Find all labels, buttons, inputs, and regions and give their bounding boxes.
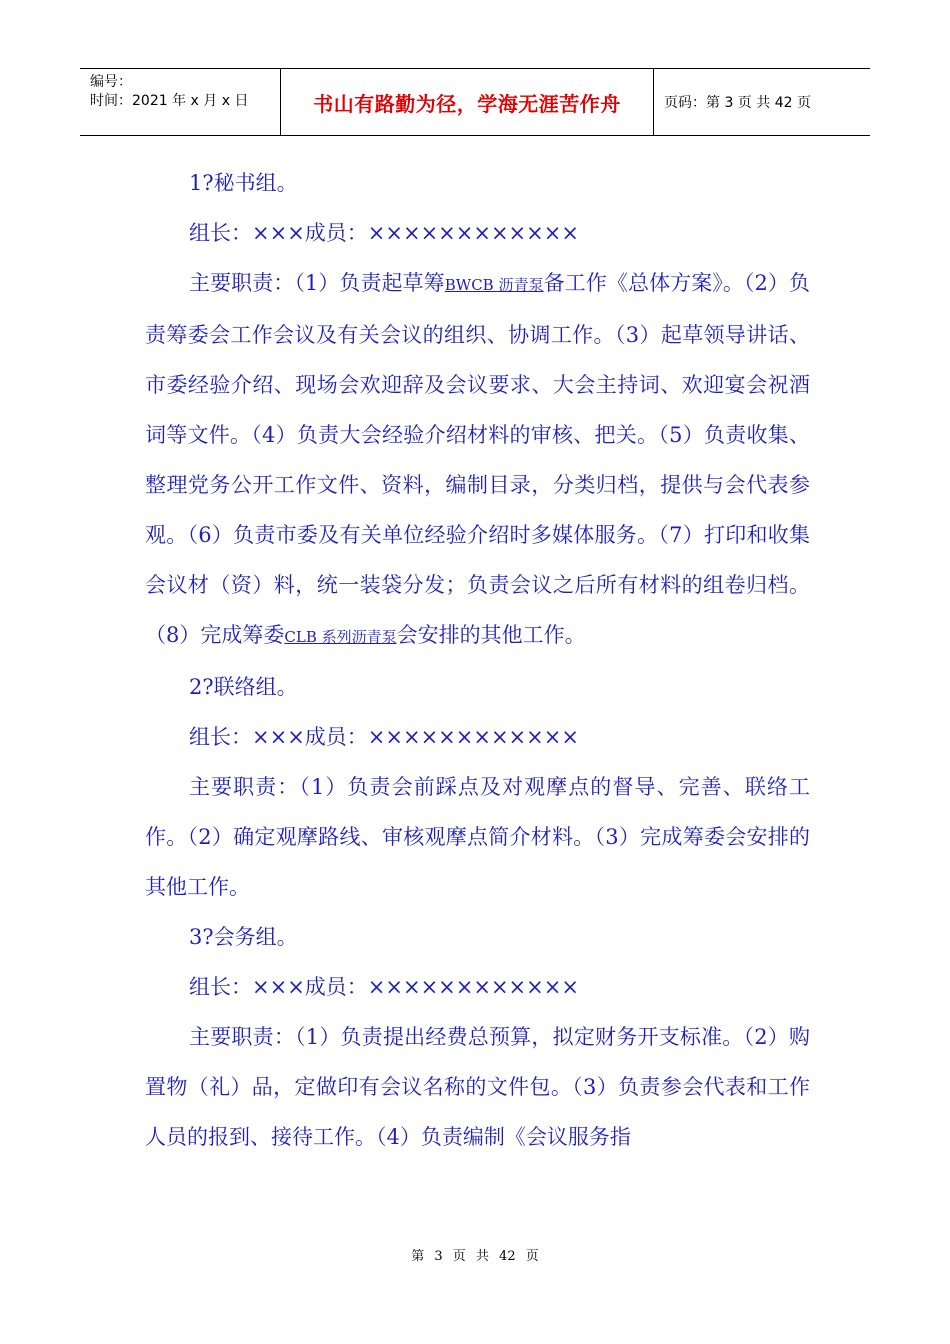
page-footer: 第 3 页 共 42 页 — [411, 1249, 539, 1264]
affairs-members: 组长：×××成员：×××××××××××× — [189, 975, 579, 999]
liaison-duties: 主要职责：（1）负责会前踩点及对观摩点的督导、完善、联络工作。（2）确定观摩路线、审核观摩点简介材料。（3）完成筹委会安排的其他工作。 — [145, 775, 810, 899]
liaison-members: 组长：×××成员：×××××××××××× — [189, 725, 579, 749]
section-title-secretary: 1?秘书组。 — [189, 171, 298, 195]
secretary-duties — [145, 258, 810, 662]
number-label: 编号： — [90, 74, 132, 90]
secretary-duties-text-a: 主要职责：（1）负责起草筹 — [189, 271, 445, 295]
secretary-duties-text-c: 会安排的其他工作。 — [396, 623, 586, 647]
header-meta — [80, 69, 281, 135]
clb-pump-link[interactable]: CLB 系列沥青泵 — [284, 628, 397, 646]
header-motto: 书山有路勤为径，学海无涯苦作舟 — [281, 69, 654, 135]
section-title-liaison: 2?联络组。 — [189, 675, 298, 699]
time-label: 时间：2021 年 x 月 x 日 — [90, 93, 249, 109]
secretary-duties-text-b: 备工作《总体方案》。（2）负责筹委会工作会议及有关会议的组织、协调工作。（3）起草领导讲话、市委经验介绍、现场会欢迎辞及会议要求、大会主持词、欢迎宴会祝酒词等文件。（4）负责大会经验介绍材料的审核、把关。（5）负责收集、整理党务公开工作文件、资料，编制目录，分类归档，提供与会代表参观。（6）负责市委及有关单位经验介绍时多媒体服务。（7）打印和收集会议材（资）料，统一装袋分发；负责会议之后所有材料的组卷归档。（8）完成筹委 — [145, 271, 810, 647]
affairs-duties: 主要职责：（1）负责提出经费总预算，拟定财务开支标准。（2）购置物（礼）品，定做印有会议名称的文件包。（3）负责参会代表和工作人员的报到、接待工作。（4）负责编制《会议服务指 — [145, 1025, 810, 1149]
page-header — [80, 68, 870, 136]
bwcb-pump-link[interactable]: BWCB 沥青泵 — [444, 276, 544, 294]
secretary-members: 组长：×××成员：×××××××××××× — [189, 221, 579, 245]
header-page-info: 页码：第 3 页 共 42 页 — [664, 95, 811, 111]
section-title-affairs: 3?会务组。 — [189, 925, 298, 949]
document-body — [145, 158, 810, 1162]
